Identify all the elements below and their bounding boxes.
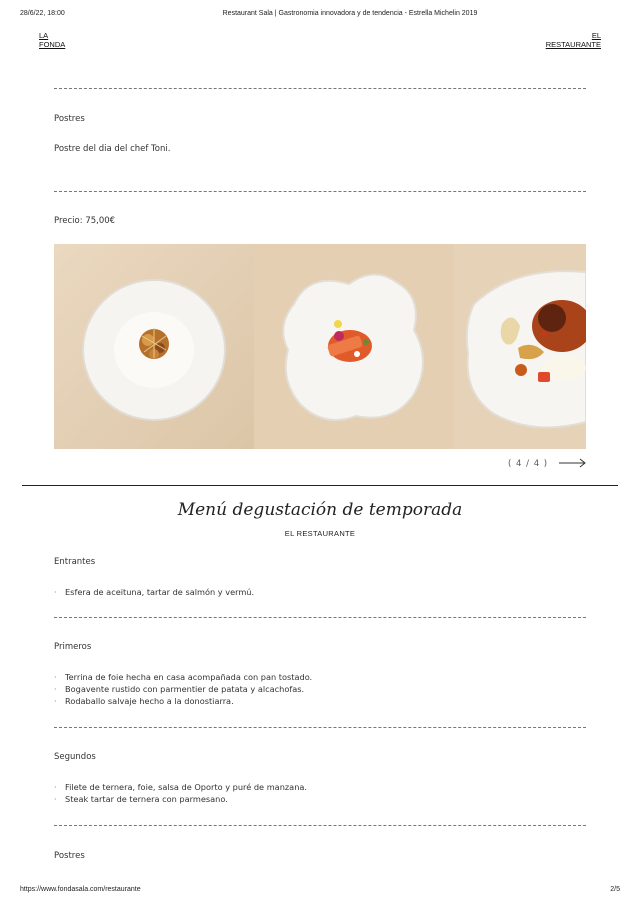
list-item: · Esfera de aceituna, tartar de salmón y vermú.: [54, 587, 255, 597]
gallery-counter: ( 4 / 4 ): [508, 459, 549, 469]
nav-el-restaurante-line2: RESTAURANTE: [545, 40, 601, 49]
section-rule: [22, 485, 618, 486]
list-item: · Rodaballo salvaje hecho a la donostiarra.: [54, 696, 234, 706]
list-item: · Steak tartar de ternera con parmesano.: [54, 794, 228, 804]
nav-la-fonda-link[interactable]: [39, 31, 65, 49]
list-item: · Bogavente rustido con parmentier de patata y alcachofas.: [54, 684, 305, 694]
section-heading-segundos: Segundos: [54, 752, 96, 762]
list-item: · Filete de ternera, foie, salsa de Oporto y puré de manzana.: [54, 782, 308, 792]
list-item: · Terrina de foie hecha en casa acompañada con pan tostado.: [54, 672, 313, 682]
dish-gallery[interactable]: [54, 244, 586, 449]
menu-item: Postre del dia del chef Toni.: [54, 144, 171, 154]
list-item-text: Filete de ternera, foie, salsa de Oporto y puré de manzana.: [65, 782, 308, 792]
list-item-text: Bogavente rustido con parmentier de patata y alcachofas.: [65, 684, 305, 694]
dish-photo-1: [54, 244, 254, 449]
section-heading-entrantes: Entrantes: [54, 557, 96, 567]
long-right-arrow-icon[interactable]: [559, 458, 587, 468]
section-heading-primeros: Primeros: [54, 642, 92, 652]
list-item-text: Terrina de foie hecha en casa acompañada con pan tostado.: [65, 672, 313, 682]
section-heading-postres: Postres: [54, 114, 85, 124]
print-datetime: 28/6/22, 18:00: [20, 10, 65, 17]
list-item-text: Rodaballo salvaje hecho a la donostiarra.: [65, 696, 234, 706]
nav-la-fonda-line1: LA: [39, 31, 49, 40]
nav-la-fonda-line2: FONDA: [39, 40, 66, 49]
divider: [54, 88, 586, 89]
section-heading-postres-2: Postres: [54, 851, 85, 861]
list-item-text: Esfera de aceituna, tartar de salmón y vermú.: [65, 587, 255, 597]
list-item-text: Steak tartar de ternera con parmesano.: [65, 794, 228, 804]
nav-el-restaurante-line1: EL: [591, 31, 601, 40]
print-page-number: 2/5: [610, 886, 620, 893]
divider: [54, 617, 586, 618]
dish-photo-2: [254, 244, 454, 449]
divider: [54, 727, 586, 728]
nav-el-restaurante-link[interactable]: [546, 31, 601, 49]
dish-photo-3: [454, 244, 586, 449]
divider: [54, 825, 586, 826]
menu-title: Menú degustación de temporada: [177, 500, 463, 520]
menu-subtitle: EL RESTAURANTE: [284, 529, 356, 538]
divider: [54, 191, 586, 192]
print-url: https://www.fondasala.com/restaurante: [20, 886, 141, 893]
print-page-title: Restaurant Sala | Gastronomia innovadora y de tendencia - Estrella Michelin 2019: [222, 10, 478, 17]
price: Precio: 75,00€: [54, 216, 116, 226]
